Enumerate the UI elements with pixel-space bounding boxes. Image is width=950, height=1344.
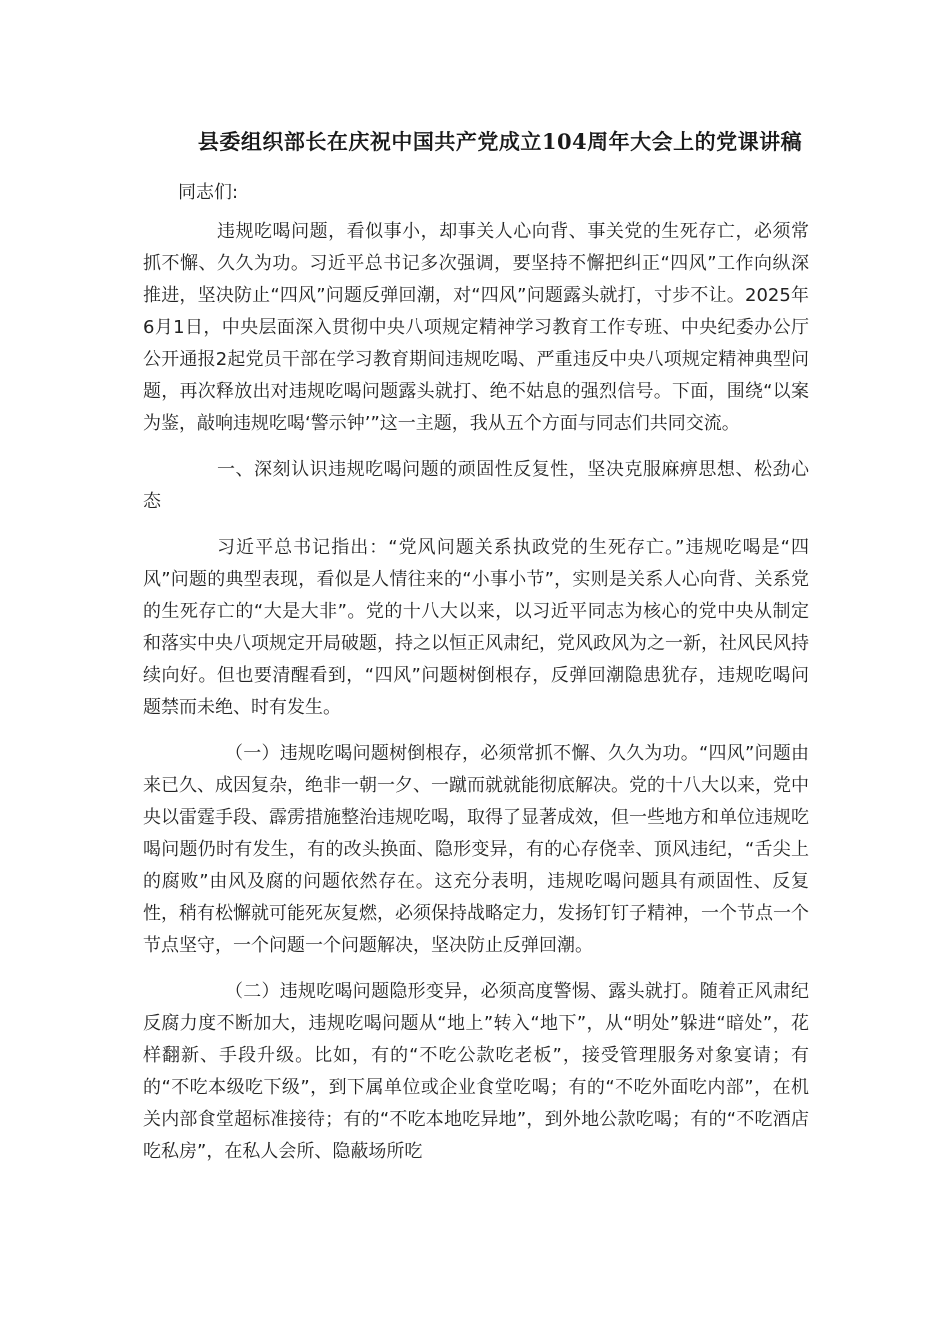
paragraph-subsection-1: （一）违规吃喝问题树倒根存，必须常抓不懈、久久为功。“四风”问题由来已久、成因复杂，绝非一朝一夕、一蹴而就就能彻底解决。党的十八大以来，党中央以雷霆手段、霹雳措施整治违规吃喝，取得了显著成效，但一些地方和单位违规吃喝问题仍时有发生，有的改头换面、隐形变异，有的心存侥幸、顶风违纪，“舌尖上的腐败”由风及腐的问题依然存在。这充分表明，违规吃喝问题具有顽固性、反复性，稍有松懈就可能死灰复燃，必须保持战略定力，发扬钉钉子精神，一个节点一个节点坚守，一个问题一个问题解决，坚决防止反弹回潮。 xyxy=(143,743,809,956)
paragraph-section-1: 习近平总书记指出：“党风问题关系执政党的生死存亡。”违规吃喝是“四风”问题的典型表现，看似是人情往来的“小事小节”，实则是关系人心向背、关系党的生死存亡的“大是大非”。党的十八大以来，以习近平同志为核心的党中央从制定和落实中央八项规定开局破题，持之以恒正风肃纪，党风政风为之一新，社风民风持续向好。但也要清醒看到，“四风”问题树倒根存，反弹回潮隐患犹存，违规吃喝问题禁而未绝、时有发生。 xyxy=(143,537,809,718)
paragraph-intro: 违规吃喝问题，看似事小，却事关人心向背、事关党的生死存亡，必须常抓不懈、久久为功。习近平总书记多次强调，要坚持不懈把纠正“四风”工作向纵深推进，坚决防止“四风”问题反弹回潮，对“四风”问题露头就打，寸步不让。2025年6月1日，中央层面深入贯彻中央八项规定精神学习教育工作专班、中央纪委办公厅公开通报2起党员干部在学习教育期间违规吃喝、严重违反中央八项规定精神典型问题，再次释放出对违规吃喝问题露头就打、绝不姑息的强烈信号。下面，围绕“以案为鉴，敲响违规吃喝‘警示钟’”这一主题，我从五个方面与同志们共同交流。 xyxy=(143,221,809,434)
document-body xyxy=(143,178,809,1182)
document-title: 县委组织部长在庆祝中国共产党成立104周年大会上的党课讲稿 xyxy=(197,129,803,154)
paragraph-subsection-2: （二）违规吃喝问题隐形变异，必须高度警惕、露头就打。随着正风肃纪反腐力度不断加大，违规吃喝问题从“地上”转入“地下”，从“明处”躲进“暗处”，花样翻新、手段升级。比如，有的“不吃公款吃老板”，接受管理服务对象宴请；有的“不吃本级吃下级”，到下属单位或企业食堂吃喝；有的“不吃外面吃内部”，在机关内部食堂超标准接待；有的“不吃本地吃异地”，到外地公款吃喝；有的“不吃酒店吃私房”，在私人会所、隐蔽场所吃 xyxy=(143,981,809,1162)
greeting: 同志们: xyxy=(178,182,239,203)
section-heading-1: 一、深刻认识违规吃喝问题的顽固性反复性，坚决克服麻痹思想、松劲心态 xyxy=(143,459,809,512)
